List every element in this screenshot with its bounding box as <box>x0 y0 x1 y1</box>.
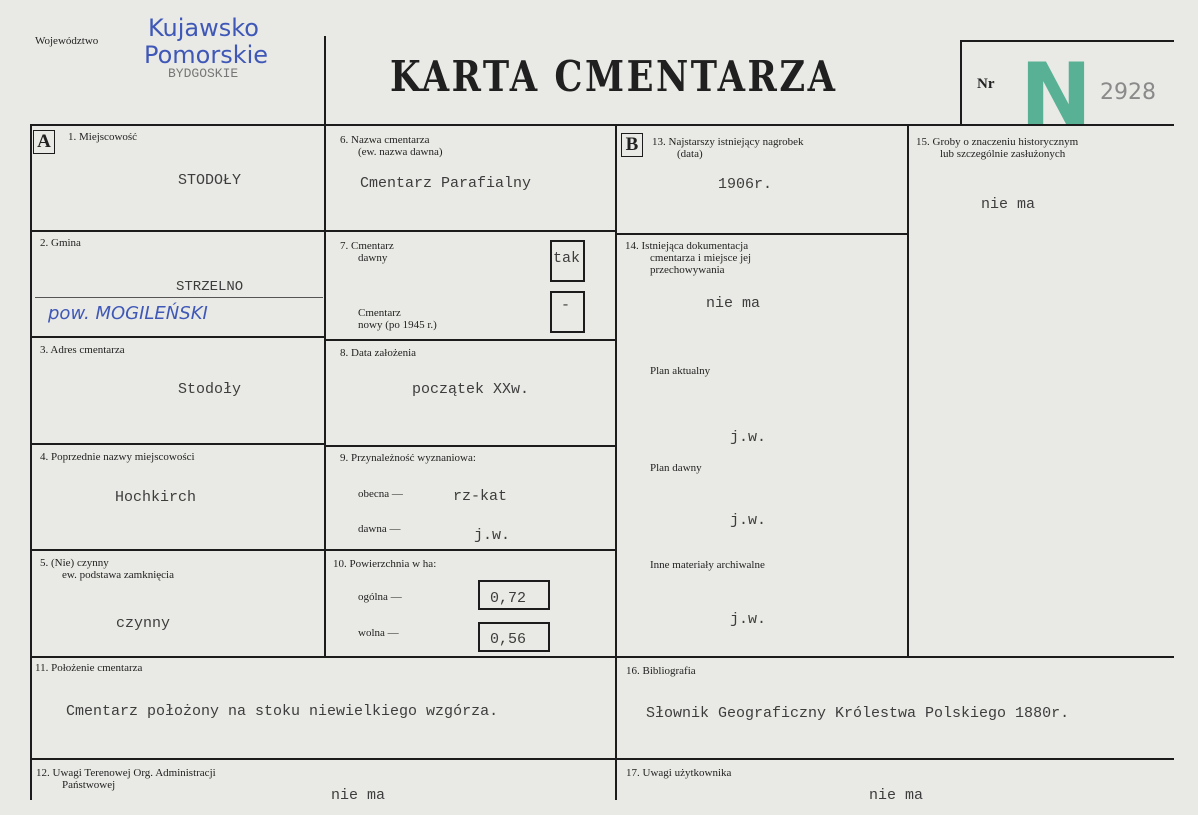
field-17-value: nie ma <box>869 787 924 804</box>
divider <box>960 40 962 126</box>
nr-stamp: N <box>1020 45 1092 145</box>
field-11-value: Cmentarz położony na stoku niewielkiego wzgórza. <box>66 703 499 720</box>
field-17-label: 17. Uwagi użytkownika <box>626 767 732 779</box>
divider <box>30 230 616 232</box>
divider <box>30 758 1174 760</box>
field-2-handwritten: pow. MOGILEŃSKI <box>48 303 208 324</box>
divider <box>30 549 616 551</box>
field-11-label: 11. Położenie cmentarza <box>35 662 143 674</box>
field-5-label: ew. podstawa zamknięcia <box>62 569 174 581</box>
field-4-label: 4. Poprzednie nazwy miejscowości <box>40 451 195 463</box>
field-7-label: 7. Cmentarz <box>340 240 394 252</box>
wojewodztwo-typed: BYDGOSKIE <box>168 66 239 81</box>
field-9-dawna-label: dawna — <box>358 523 401 535</box>
field-14-plan-dawny-label: Plan dawny <box>650 462 702 474</box>
divider <box>324 36 326 658</box>
field-13-value: 1906r. <box>718 176 773 193</box>
field-7-nowy-value: - <box>561 297 571 314</box>
field-6-value: Cmentarz Parafialny <box>360 175 532 192</box>
field-1-value: STODOŁY <box>178 172 242 189</box>
field-2-label: 2. Gmina <box>40 237 81 249</box>
divider <box>324 339 616 341</box>
field-6-label: (ew. nazwa dawna) <box>358 146 443 158</box>
field-10-label: 10. Powierzchnia w ha: <box>333 558 437 570</box>
field-3-value: Stodoły <box>178 381 242 398</box>
field-9-obecna-label: obecna — <box>358 488 403 500</box>
divider <box>615 124 617 800</box>
field-14-label: 14. Istniejąca dokumentacja <box>625 240 749 252</box>
field-14-label: cmentarza i miejsce jej <box>650 252 752 264</box>
field-16-value: Słownik Geograficzny Królestwa Polskiego 1880r. <box>646 705 1070 722</box>
divider <box>35 297 323 298</box>
field-12-label: 12. Uwagi Terenowej Org. Administracji <box>36 767 216 779</box>
nr-label: Nr <box>977 76 995 92</box>
field-7-nowy-label: Cmentarz <box>358 307 401 319</box>
field-3-label: 3. Adres cmentarza <box>40 344 125 356</box>
divider <box>30 124 32 800</box>
field-14-plan-aktualny-value: j.w. <box>730 429 767 446</box>
field-7-dawny-value: tak <box>553 250 581 267</box>
field-1-label: 1. Miejscowość <box>68 131 138 143</box>
field-7-nowy-label: nowy (po 1945 r.) <box>358 319 437 331</box>
field-2-value: STRZELNO <box>176 279 244 295</box>
field-14-value: nie ma <box>706 295 761 312</box>
field-8-label: 8. Data założenia <box>340 347 417 359</box>
divider <box>907 124 909 658</box>
divider <box>30 656 1174 658</box>
field-14-inne-value: j.w. <box>730 611 767 628</box>
field-9-obecna-value: rz-kat <box>453 488 508 505</box>
field-9-label: 9. Przynależność wyznaniowa: <box>340 452 476 464</box>
field-14-plan-aktualny-label: Plan aktualny <box>650 365 711 377</box>
page-title: KARTA CMENTARZA <box>390 52 838 101</box>
field-5-value: czynny <box>116 615 171 632</box>
field-8-value: początek XXw. <box>412 381 530 398</box>
field-13-label: (data) <box>677 148 703 160</box>
divider <box>960 40 1174 42</box>
field-5-label: 5. (Nie) czynny <box>40 557 109 569</box>
field-14-inne-label: Inne materiały archiwalne <box>650 559 765 571</box>
field-10-wolna-label: wolna — <box>358 627 399 639</box>
field-10-ogolna-label: ogólna — <box>358 591 402 603</box>
field-16-label: 16. Bibliografia <box>626 665 696 677</box>
divider <box>30 443 324 445</box>
divider <box>324 445 616 447</box>
wojewodztwo-label: Województwo <box>35 35 99 47</box>
wojewodztwo-stamp: Kujawsko <box>148 14 259 42</box>
field-7-label: dawny <box>358 252 388 264</box>
field-15-label: lub szczególnie zasłużonych <box>940 148 1066 160</box>
field-10-wolna-value: 0,56 <box>490 631 527 648</box>
field-12-label: Państwowej <box>62 779 116 791</box>
wojewodztwo-stamp: Pomorskie <box>144 41 269 69</box>
field-15-value: nie ma <box>981 196 1036 213</box>
divider <box>615 233 908 235</box>
field-14-label: przechowywania <box>650 264 725 276</box>
section-a-marker: A <box>33 130 55 154</box>
field-14-plan-dawny-value: j.w. <box>730 512 767 529</box>
field-9-dawna-value: j.w. <box>474 527 511 544</box>
divider <box>30 336 324 338</box>
field-15-label: 15. Groby o znaczeniu historycznym <box>916 136 1079 148</box>
section-b-marker: B <box>621 133 643 157</box>
nr-pencil: 2928 <box>1100 80 1156 105</box>
field-6-label: 6. Nazwa cmentarza <box>340 134 430 146</box>
field-12-value: nie ma <box>331 787 386 804</box>
divider <box>30 124 1174 126</box>
field-10-ogolna-value: 0,72 <box>490 590 527 607</box>
field-13-label: 13. Najstarszy istniejący nagrobek <box>652 136 804 148</box>
field-4-value: Hochkirch <box>115 489 197 506</box>
